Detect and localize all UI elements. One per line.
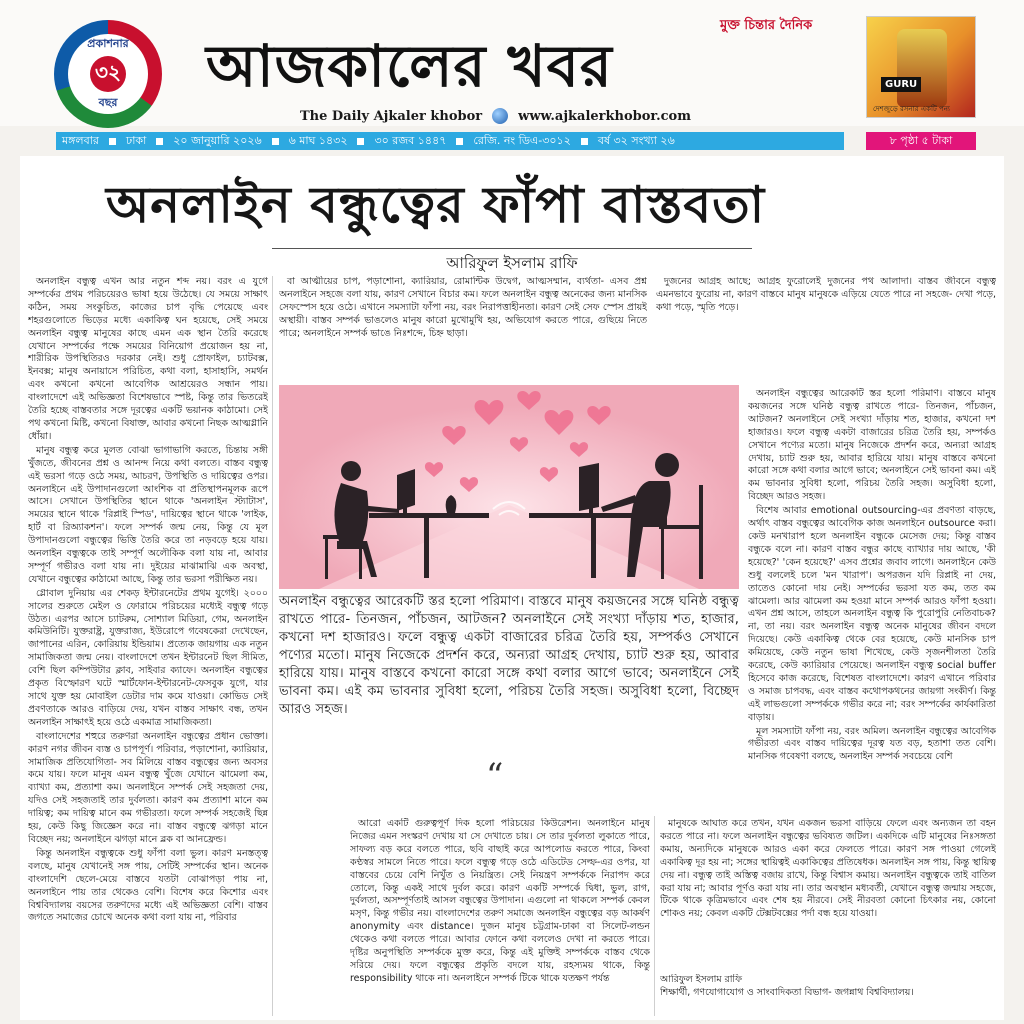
article-headline: অনলাইন বন্ধুত্বের ফাঁপা বাস্তবতা [106, 176, 766, 234]
dateline-date: ২০ জানুয়ারি ২০২৬ [173, 133, 262, 147]
column-divider [272, 276, 273, 1016]
dateline-hijri-date: ৩০ রজব ১৪৪৭ [374, 133, 447, 147]
paragraph: মূল সমস্যাটা ফাঁপা নয়, বরং অমিল। অনলাইন বন্ধুত্বের আবেগিক গভীরতা এবং বাস্তব দায়িত্বের দূরত্ব যত বড়, হতাশা তত বেশি। মানসিক গবেষণা বলছে, অনলাইন সম্পর্ক সবচেয়ে বেশি [748, 725, 996, 763]
paragraph: অনলাইন বন্ধুত্বের আরেকটি স্তর হলো পরিমাণ। বাস্তবে মানুষ কয়জনের সঙ্গে ঘনিষ্ঠ বন্ধুত্ব রাখতে পারে- তিনজন, পাঁচজন, আটজন? অনলাইনে সেই সংখ্যা দাঁড়ায় শত, হাজার, কখনো দশ হাজারও। ফলে বন্ধুত্ব একটা বাজারের চরিত্র তৈরি হয়, সম্পর্কও সেখানে পণ্যের মতো। মানুষ নিজেকে প্রদর্শন করে, অন্যরা আগ্রহ দেখায়, চ্যাট শুরু হয়, আবার হারিয়ে যায়। মানুষ বাস্তবে কখনো কারো সঙ্গে কথা বলার আগে ভাবে; অনলাইনে সেই ভাবনা কম। এই কম ভাবনার সুবিধা হলো, পরিচয় তৈরি সহজ। অসুবিধা হলো, বিচ্ছেদ আরও সহজ। [748, 388, 996, 503]
author-signature [660, 974, 996, 1018]
separator-icon [357, 138, 364, 145]
separator-icon [456, 138, 463, 145]
bottle-image [897, 29, 947, 107]
logo-bottom-text: বছর [98, 96, 118, 109]
column-2-top [279, 276, 647, 380]
english-name: The Daily Ajkaler khobor [300, 108, 483, 124]
author-name: আরিফুল ইসলাম রাফি [660, 974, 742, 985]
article-illustration [279, 385, 739, 589]
paragraph: আরো একটি গুরুত্বপূর্ণ দিক হলো পরিচয়ের কিউরেশন। অনলাইনে মানুষ নিজের এমন সংস্করণ দেখায় যা সে দেখাতে চায়। সে তার দুর্বলতা লুকাতে পারে, সাফল্য বড় করে বলতে পারে, ছবি বাছাই করে আপলোড করতে পারে, কিংবা কণ্ঠস্বর সামলে নিতে পারে। ফলে বন্ধুত্ব গড়ে ওঠে এডিটেড সেল্ফ-এর ওপর, যা বাস্তবের চেয়ে বেশি নিখুঁত ও নিয়ন্ত্রিত। সেই নিয়ন্ত্রণ সম্পর্ককে নিরাপদ করে তোলে, কিন্তু একই সাথে দুর্বল করে। কারণ একটি সম্পর্কে দ্বিধা, ভুল, রাগ, দুর্বলতা, অসম্পূর্ণতাই আসল বন্ধুত্বের উপাদান। এগুলো না থাকলে সম্পর্ক কেবল মসৃণ, কিন্তু গভীর নয়। বাংলাদেশের তরুণ সমাজে অনলাইন বন্ধুত্বের বড় আকর্ষণ anonymity এবং distance। দুজন মানুষ চট্টগ্রাম-ঢাকা বা সিলেট-লন্ডন থেকেও কথা বলতে পারে। আবার ফোনে কথা বললেও দেখা না করতে পারে। দৃষ্টির অনুপস্থিতি সম্পর্ককে মুক্ত করে, কিন্তু এই মুক্তিই সম্পর্ককে বাস্তব থেকে সরিয়ে দেয়। ফলে বন্ধুত্বের প্রকৃতি বদলে যায়, রহস্যময় থাকে, কিন্তু responsibility থাকে না। অনলাইনে সম্পর্ক টিকে থাকে যতক্ষণ পর্যন্ত [350, 818, 650, 984]
dateline-bar [56, 132, 844, 150]
pull-quote: অনলাইন বন্ধুত্বের আরেকটি স্তর হলো পরিমাণ। বাস্তবে মানুষ কয়জনের সঙ্গে ঘনিষ্ঠ বন্ধুত্ব রাখতে পারে- তিনজন, পাঁচজন, আটজন? অনলাইনে সেই সংখ্যা দাঁড়ায় শত, হাজার, কখনো দশ হাজারও। ফলে বন্ধুত্ব একটা বাজারের চরিত্র তৈরি হয়, সম্পর্কও সেখানে পণ্যের মতো। মানুষ নিজেকে প্রদর্শন করে, অন্যরা আগ্রহ দেখায়, চ্যাট শুরু হয়, আবার হারিয়ে যায়। মানুষ বাস্তবে কখনো কারো সঙ্গে কথা বলার আগে ভাবে; অনলাইনে সেই ভাবনা কম। এই কম ভাবনার সুবিধা হলো, পরিচয় তৈরি সহজ। অসুবিধা হলো, বিচ্ছেদ আরও সহজ। [279, 594, 739, 717]
paragraph: গ্লোবাল দুনিয়ায় এর শেকড় ইন্টারনেটের প্রথম যুগেই। ২০০০ সালের শুরুতে মেইল ও ফোরামে পরিচয়ের মধ্যেই বন্ধুত্ব গড়ে উঠত। এরপর আসে চ্যাটরুম, সোশ্যাল মিডিয়া, গেম, অনলাইন কমিউনিটি। যুক্তরাষ্ট্র, যুক্তরাজ্য, ইউরোপে গবেষকেরা দেখেছেন, জাপানের এরিন, কোরিয়ায় ইন্ডিয়াম। প্রত্যেক জায়গায় এক নতুন সামাজিকতা জন্ম নেয়। বাংলাদেশে তখন ইন্টারনেট ছিল সীমিত, বেশি ছিল কম্পিউটার ক্লাব, সাইবার ক্যাফে। অনলাইন বন্ধুত্বের প্রকৃত বিস্ফোরণ ঘটে স্মার্টফোন-ইন্টারনেট-ফেসবুক যুগে, যার সাথে যুক্ত হয় মোবাইল ডেটার দাম কমে যাওয়া। কোভিড সেই প্রবণতাকে আরও বাড়িয়ে দেয়, যখন বাস্তব সাক্ষাৎ বন্ধ, তখন অনলাইন সাক্ষাৎই হয়ে ওঠে একমাত্র সামাজিকতা। [28, 587, 268, 728]
paragraph: অনলাইন বন্ধুত্ব এখন আর নতুন শব্দ নয়। বরং এ যুগে সম্পর্কের প্রথম পরিচয়েরও ভাষা হয়ে উঠেছে। যে সময়ে সাক্ষাৎ কঠিন, সময় সংকুচিত, কাজের চাপ বৃদ্ধি পেয়েছে এবং শহরগুলোতে ভিড়ের মধ্যে একাকিত্ব ঘন হয়েছে, সেই সময়ে অনলাইন বন্ধুত্ব মানুষের কাছে এমন এক স্থান তৈরি করেছে যেখানে সম্পর্কের পক্ষে সময়ের বিনিয়োগ প্রয়োজন হয় না, শারীরিক উপস্থিতিরও দরকার নেই। শুধু প্রোফাইল, চ্যাটবক্স, ইনবক্স; মানুষ অনায়াসে পরিচিত, কথা বলা, হাসাহাসি, সমর্থন এবং কখনো কখনো আবেগিক আশ্রয়েরও সন্ধান পায়। বাংলাদেশে এই অভিজ্ঞতা বিশেষভাবে স্পষ্ট, কিন্তু তার ভিতরেই তৈরি হচ্ছে বাস্তবতার সঙ্গে দূরত্বের একটি ভয়ানক কাঠামো। সেই পথ কখনো মিষ্টি, কখনো বিষাক্ত, আবার কখনো নিছক আত্মগ্লানি ধোঁয়া। [28, 276, 268, 442]
headline-rule [272, 248, 752, 249]
globe-icon [492, 108, 508, 124]
dateline-city: ঢাকা [125, 133, 147, 147]
column-3-bottom [660, 818, 996, 970]
separator-icon [272, 138, 279, 145]
paragraph: বা আত্মীয়ের চাপ, পড়াশোনা, ক্যারিয়ার, রোমান্টিক উদ্বেগ, আত্মসম্মান, ব্যর্থতা- এসব প্রশ্ন অনলাইনে সহজে বলা যায়, কারণ সেখানে বিচার কম। ফলে অনলাইন বন্ধুত্ব অনেকের জন্য মানসিক সেফস্পেস হয়ে ওঠে। এখানে সমস্যাটা ফাঁপা নয়, বরং নিরাপত্তাহীনতা। কারণ সেই সেফ স্পেস প্রায়ই অস্থায়ী। বাস্তব সম্পর্ক ভাঙলেও মানুষ কারো মুখোমুখি হয়, অভিযোগ করতে পারে, গুছিয়ে নিতে পারে; অনলাইনে সম্পর্ক ভাঙে নিঃশব্দে, চিহ্ন ছাড়া। [279, 276, 647, 339]
dateline-day: মঙ্গলবার [62, 133, 99, 147]
author-affiliation: শিক্ষার্থী, গণযোগাযোগ ও সাংবাদিকতা বিভাগ- জগন্নাথ বিশ্ববিদ্যালয়। [660, 986, 914, 998]
masthead-subline [300, 108, 691, 124]
paragraph: কিন্তু অনলাইন বন্ধুত্বকে শুধু ফাঁপা বলা ভুল। কারণ মনস্তত্ত্ব বলছে, মানুষ যেখানেই সঙ্গ পায়, সেটিই সম্পর্কের স্থান। অনেক বাংলাদেশি ছেলে-মেয়ে বাস্তবে যতটা বোঝাপড়া পায় না, অনলাইনে পায় তার থেকেও বেশি। বিশেষ করে কিশোর এবং বিশ্ববিদ্যালয় বয়সের তরুণদের মধ্যে এই অভিজ্ঞতা বেশি। বাস্তব জগতে সমাজের চোখে অনেক কথা বলা যায় না, পরিবার [28, 847, 268, 924]
paragraph: মানুষ বন্ধুত্ব করে মূলত বোঝা ভাগাভাগি করতে, চিন্তায় সঙ্গী খুঁজতে, জীবনের প্রশ্ন ও আনন্দ নিয়ে কথা বলতে। বাস্তব বন্ধুত্ব এই ভরসা গড়ে ওঠে সময়, আচরণ, উপস্থিতি ও দায়িত্বের ওপর। অনলাইনে এই উপাদানগুলো আংশিক বা প্রতিস্থাপনমূলক রূপে আসে। সেখানে উপস্থিতির স্থানে থাকে 'অনলাইন স্ট্যাটাস', সময়ের স্থানে থাকে 'রিপ্লাই স্পিড', দায়িত্বের স্থানে থাকে 'লাইক, হার্ট বা রিঅ্যাকশন'। ফলে সম্পর্ক জন্ম নেয়, কিন্তু যে মূল উপাদানগুলো বন্ধুত্বের ভিত্তি তৈরি করে তা নড়বড়ে হয়ে যায়। অনলাইন বন্ধুত্বকে তাই সম্পূর্ণ অলৌকিক বলা যায় না, আবার সম্পূর্ণ গভীরও বলা যায় না। দুইয়ের মাঝামাঝি এক অবস্থা, যেখানে বন্ধুত্বের কাঠামো আছে, কিন্তু তার ভরসা পরীক্ষিত নয়। [28, 444, 268, 585]
dateline-bangla-date: ৬ মাঘ ১৪৩২ [288, 133, 348, 147]
masthead [0, 0, 1024, 126]
logo-top-text: প্রকাশনার [87, 37, 129, 50]
anniversary-logo [54, 20, 162, 128]
dateline-registration: রেজি. নং ডিএ-৩০১২ [473, 133, 571, 147]
tagline: মুক্ত চিন্তার দৈনিক [720, 18, 813, 33]
anniversary-logo-inner [68, 34, 148, 114]
column-3-top [656, 276, 996, 380]
website-link[interactable]: www.ajkalerkhobor.com [518, 108, 691, 124]
online-dating-illustration [279, 385, 739, 589]
ad-brand-label: GURU [881, 77, 921, 92]
paragraph: বাংলাদেশের শহুরে তরুণরা অনলাইন বন্ধুত্বের প্রধান ভোক্তা। কারণ নগর জীবন ব্যস্ত ও চাপপূর্ণ। পরিবার, পড়াশোনা, ক্যারিয়ার, সামাজিক প্রতিযোগিতা- সব মিলিয়ে বাস্তব বন্ধুত্বের জন্য অবসর কমে যায়। ফলে মানুষ এমন বন্ধুত্ব খুঁজে যেখানে ঝামেলা কম, ব্যাখ্যা কম, প্রত্যাশা কম। অনলাইনে সম্পর্ক সেই সহজতা দেয়, যদিও সেই সহজতাই তার দুর্বলতা। কারণ কম প্রত্যাশা মানে কম দায়িত্ব; কম দায়িত্ব মানে কম গভীরতা। ফলে সম্পর্ক সহজেই ছিন্ন হয়, কেউ কিছু জিজ্ঞেস করে না। বাস্তব বন্ধুত্বে ঝগড়া মানে বিচ্ছেদ নয়; অনলাইনে ঝগড়া মানে ব্লক বা আনফ্রেন্ড। [28, 730, 268, 845]
logo-number: ৩২ [90, 56, 126, 92]
paragraph: মানুষকে আঘাত করে তখন, যখন একজন ভরসা বাড়িয়ে ফেলে এবং অন্যজন তা বহন করতে পারে না। ফলে অনলাইন বন্ধুত্বের ভবিষ্যত জটিল। একদিকে এটি মানুষের নিঃসঙ্গতা কমায়, অন্যদিকে মানুষকে আরও একা করে ফেলতে পারে। কারণ সঙ্গ পাওয়া গেলেই একাকিত্ব দূর হয় না; সঙ্গের স্থায়িত্বই একাকিত্বের প্রতিষেধক। অনলাইন সঙ্গ পায়, কিন্তু স্থায়িত্ব দেয় না। বন্ধুত্ব তাই অস্তিত্ব বজায় রাখে, কিন্তু বিশ্বাস কমায়। অনলাইন বন্ধুত্বকে তাই বাতিল করা যায় না; আবার পূর্ণও করা যায় না। তার অবস্থান মধ্যবর্তী, যেখানে বন্ধুত্ব জন্মায় সহজে, টিকে থাকে কৃত্রিমভাবে এবং শেষ হয় নীরবে। সেই নীরবতা কোনো চিৎকার নয়, কোনো শোকও নয়; কেবল একটি টেক্সটবক্সের পর্দা বন্ধ হয়ে যাওয়া। [660, 818, 996, 920]
paragraph: দুজনের আগ্রহ আছে; আগ্রহ ফুরোলেই দুজনের পথ আলাদা। বাস্তব জীবনে বন্ধুত্ব এমনভাবে ফুরোয় না, কারণ বাস্তবে মানুষ মানুষকে এড়িয়ে যেতে পারে না সহজে- দেখা পড়ে, কথা পড়ে, স্মৃতি পড়ে। [656, 276, 996, 313]
dateline-volume: বর্ষ ৩২ সংখ্যা ২৬ [597, 133, 675, 147]
quote-mark-icon: “ [486, 756, 504, 796]
article-page [20, 156, 1004, 1020]
separator-icon [156, 138, 163, 145]
price-badge: ৮ পৃষ্ঠা ৫ টাকা [866, 132, 976, 150]
separator-icon [581, 138, 588, 145]
ad-caption: দেশজুড়ে রসনার একটি পন্য [873, 105, 950, 113]
column-divider [654, 816, 655, 1016]
separator-icon [109, 138, 116, 145]
newspaper-title: আজকালের খবর [206, 32, 613, 100]
column-3 [748, 388, 996, 812]
column-2-bottom [350, 818, 650, 1018]
article-byline: আরিফুল ইসলাম রাফি [446, 254, 578, 272]
advertisement[interactable] [866, 16, 976, 118]
column-1 [28, 276, 268, 1020]
paragraph: বিশেষ আবার emotional outsourcing-এর প্রবণতা বাড়ছে, অর্থাৎ বাস্তব বন্ধুত্বের আবেগিক কাজ অনলাইনে outsource করা। কেউ মনখারাপ হলে অনলাইন বন্ধুকে মেসেজ দেয়; কিন্তু বাস্তব বন্ধুকে বলে না। কারণ বাস্তব বন্ধুর কাছে ব্যাখ্যার দায় আছে, 'কী হয়েছে?' 'কেন হয়েছে?' এসব প্রশ্নের জবাব লাগে। অনলাইনে কেউ শুধু বললেই চলে 'মন খারাপ'। অপরজন যদি রিপ্লাই না দেয়, তাতেও কোনো দায় নেই। সম্পর্কের ভরসা যত কম, তত কম ঝামেলা। আর ঝামেলা কম হওয়া মানে সম্পর্ক আরও ফাঁপা হওয়া। এখন প্রশ্ন আসে, তাহলে অনলাইন বন্ধুত্ব কি পুরোপুরি নেতিবাচক? না, তা নয়। বরং অনলাইন বন্ধুত্ব অনেক মানুষের জীবন বদলে দিয়েছে। কেউ একাকিত্ব থেকে বের হয়েছে, কেউ মানসিক চাপ কমিয়েছে, কেউ নতুন ভাষা শিখেছে, কেউ সৃজনশীলতা তৈরি করেছে, কেউ ক্যারিয়ার পেয়েছে। অনলাইন বন্ধুত্ব social buffer হিসেবে কাজ করেছে, বিশেষত বাংলাদেশে। কারণ এখানে পরিবার ও সমাজ চাপবদ্ধ, এবং বাস্তব কথোপকথনের জায়গা সংকীর্ণ। কিন্তু এই লাভগুলো সম্পর্ককে গভীর করে না; বরং সম্পর্কের কার্যকারিতা বাড়ায়। [748, 505, 996, 723]
